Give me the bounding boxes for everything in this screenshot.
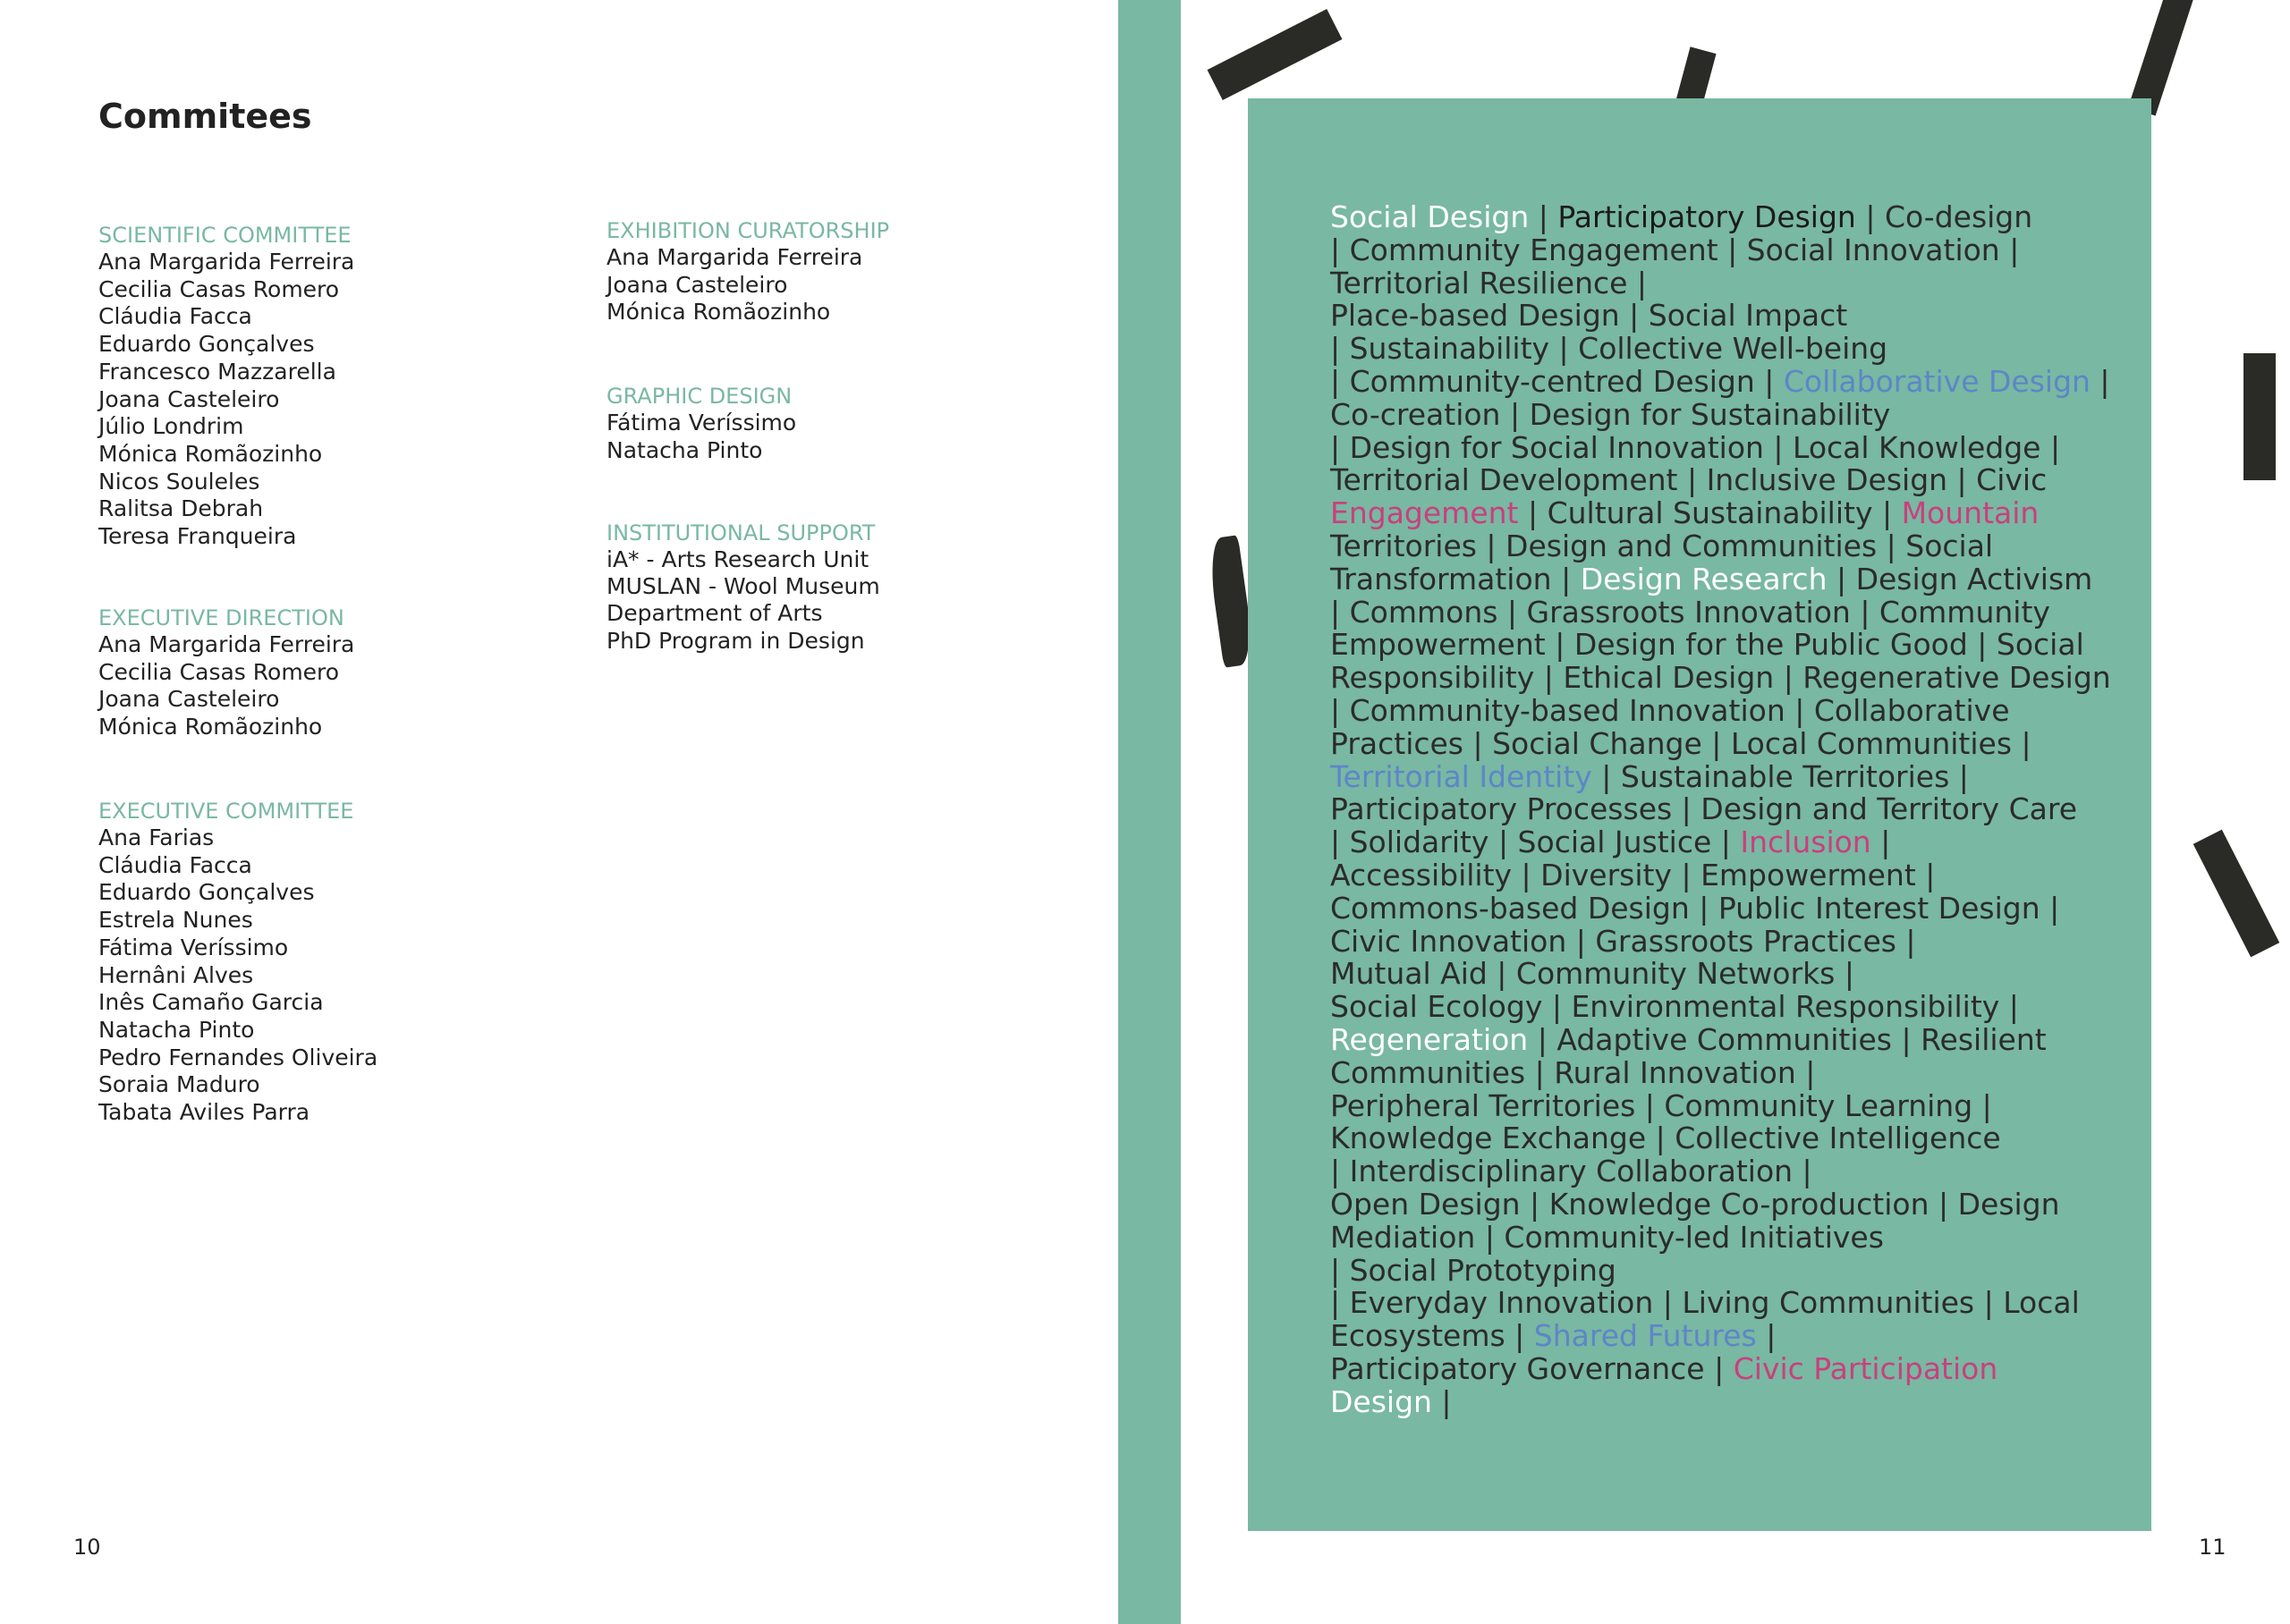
list-item: Department of Arts	[606, 600, 823, 627]
keyword-highlight: Shared Futures	[1533, 1318, 1757, 1354]
keyword-line	[1330, 464, 2108, 497]
keyword-text: | Cultural Sustainability |	[1518, 495, 1902, 531]
keyword-panel	[1248, 98, 2151, 1531]
keyword-text: | Community-centred Design |	[1330, 363, 1784, 399]
list-item: Fátima Veríssimo	[98, 934, 289, 960]
keyword-line	[1330, 725, 2108, 761]
section-heading: EXHIBITION CURATORSHIP	[606, 218, 890, 243]
list-item: iA* - Arts Research Unit	[606, 546, 869, 572]
keyword-text: Territorial Development | Inclusive Design | Civic	[1330, 462, 2048, 498]
keyword-highlight: Inclusion	[1740, 825, 1871, 860]
decorative-bar-shape	[1208, 9, 1343, 100]
keyword-highlight: Design	[1330, 1383, 1432, 1419]
keyword-text: | Commons | Grassroots Innovation | Community	[1330, 594, 2050, 630]
list-item: Eduardo Gonçalves	[98, 879, 315, 906]
keyword-line	[1330, 958, 2108, 991]
section-heading: GRAPHIC DESIGN	[606, 384, 793, 409]
graphic-design-section	[606, 383, 796, 464]
keyword-line	[1330, 1021, 2108, 1057]
keyword-line	[1330, 892, 2108, 926]
list-item: Joana Casteleiro	[98, 385, 280, 412]
keyword-line	[1330, 596, 2108, 630]
keyword-text: | Adaptive Communities | Resilient	[1528, 1021, 2047, 1057]
keyword-text: | Co-design	[1855, 199, 2033, 234]
list-item: Nicos Souleles	[98, 468, 260, 495]
list-item: Fátima Veríssimo	[606, 410, 797, 436]
exhibition-curatorship-section	[606, 217, 889, 326]
keyword-highlight: Collaborative Design	[1783, 363, 2091, 399]
keyword-line	[1330, 692, 2108, 728]
keyword-line	[1330, 1188, 2108, 1222]
keyword-text: Co-creation | Design for Sustainability	[1330, 396, 1891, 432]
name-list	[98, 631, 354, 741]
page-title: Commitees	[98, 97, 312, 136]
keyword-line	[1330, 333, 2108, 366]
page-number-left: 10	[73, 1535, 101, 1560]
keyword-line	[1330, 1287, 2108, 1320]
keyword-line	[1330, 530, 2108, 563]
keyword-highlight: Mountain	[1901, 495, 2040, 531]
keyword-line	[1330, 201, 2108, 234]
list-item: Mónica Romãozinho	[606, 299, 831, 326]
keyword-text: | Solidarity | Social Justice |	[1330, 825, 1741, 860]
keyword-text: Place-based Design | Social Impact	[1330, 298, 1848, 334]
keyword-line	[1330, 1383, 2108, 1419]
keyword-text: | Design Activism	[1827, 561, 2093, 596]
decorative-bar-shape	[2243, 353, 2276, 480]
keyword-text: |	[1529, 199, 1558, 234]
list-item: Ana Farias	[98, 825, 215, 850]
keyword-line	[1330, 1155, 2108, 1188]
keyword-text: Commons-based Design | Public Interest Design |	[1330, 890, 2060, 926]
keyword-highlight: Territorial Identity	[1330, 758, 1592, 794]
list-item: Natacha Pinto	[606, 436, 763, 463]
keyword-text: |	[1431, 1383, 1452, 1419]
name-list	[98, 249, 354, 551]
keyword-text: Communities | Rural Innovation |	[1330, 1054, 1816, 1090]
keyword-text: Social Ecology | Environmental Responsibility |	[1330, 989, 2019, 1025]
keyword-highlight: Engagement	[1330, 495, 1519, 531]
list-item: Ana Margarida Ferreira	[606, 244, 863, 270]
list-item: Mónica Romãozinho	[98, 714, 323, 740]
executive-direction-section	[98, 605, 354, 741]
keyword-line	[1330, 563, 2108, 596]
keyword-text: Civic Innovation | Grassroots Practices |	[1330, 923, 1916, 959]
keyword-text: Mutual Aid | Community Networks |	[1330, 956, 1854, 992]
keyword-line	[1330, 1219, 2108, 1255]
keyword-text: | Community Engagement | Social Innovation |	[1330, 232, 2020, 267]
list-item: Soraia Maduro	[98, 1071, 260, 1098]
name-list	[98, 825, 377, 1127]
keyword-line	[1330, 429, 2108, 465]
keyword-line	[1330, 793, 2108, 826]
keyword-text: | Sustainability | Collective Well-being	[1330, 331, 1888, 367]
keyword-text: | Design for Social Innovation | Local Knowledge |	[1330, 429, 2061, 465]
list-item: Ana Margarida Ferreira	[98, 249, 355, 275]
keyword-line	[1330, 923, 2108, 959]
keyword-cloud	[1330, 199, 2111, 1419]
list-item: Eduardo Gonçalves	[98, 331, 315, 358]
keyword-text: |	[1870, 825, 1891, 860]
keyword-text: | Everyday Innovation | Living Communities | Local	[1330, 1285, 2080, 1321]
keyword-text: | Community-based Innovation | Collaborative	[1330, 692, 2010, 728]
keyword-text: Responsibility | Ethical Design | Regenerative Design	[1330, 660, 2111, 696]
keyword-text: Practices | Social Change | Local Communities |	[1330, 725, 2031, 761]
keyword-line	[1330, 363, 2110, 399]
list-item: Júlio Londrim	[98, 413, 244, 440]
keyword-line	[1330, 1122, 2108, 1155]
list-item: Cláudia Facca	[98, 851, 252, 878]
keyword-line	[1330, 758, 2108, 794]
page-number-right: 11	[2199, 1535, 2226, 1560]
keyword-text: |	[2090, 363, 2110, 399]
keyword-text: Territories | Design and Communities | Social	[1330, 528, 1994, 563]
name-list	[606, 244, 889, 326]
keyword-line	[1330, 1350, 2108, 1386]
list-item: Pedro Fernandes Oliveira	[98, 1044, 378, 1070]
list-item: Joana Casteleiro	[98, 686, 280, 713]
keyword-text: Peripheral Territories | Community Learning |	[1330, 1087, 1992, 1123]
list-item: Ana Margarida Ferreira	[98, 631, 355, 657]
keyword-line	[1330, 1054, 2108, 1090]
list-item: Mónica Romãozinho	[98, 440, 323, 467]
keyword-text: Knowledge Exchange | Collective Intelligence	[1330, 1121, 2001, 1156]
keyword-line	[1330, 1252, 2108, 1288]
list-item: Tabata Aviles Parra	[98, 1099, 310, 1126]
section-heading: EXECUTIVE DIRECTION	[98, 605, 344, 630]
keyword-text: Transformation |	[1330, 561, 1581, 596]
name-list	[606, 410, 796, 464]
scientific-committee-section	[98, 222, 354, 551]
list-item: MUSLAN - Wool Museum	[606, 573, 880, 600]
keyword-text: |	[1756, 1318, 1777, 1354]
list-item: Cecilia Casas Romero	[98, 658, 340, 685]
keyword-line	[1330, 300, 2108, 333]
keyword-text: | Interdisciplinary Collaboration |	[1330, 1154, 1812, 1189]
keyword-line	[1330, 660, 2111, 696]
list-item: Cecilia Casas Romero	[98, 275, 340, 302]
list-item: PhD Program in Design	[606, 627, 865, 654]
name-list	[606, 546, 880, 655]
list-item: Natacha Pinto	[98, 1016, 255, 1043]
keyword-text: Empowerment | Design for the Public Good | Social	[1330, 627, 2084, 663]
spine-green-band	[1118, 0, 1181, 1624]
keyword-highlight: Social Design	[1330, 199, 1530, 234]
keyword-text: | Sustainable Territories |	[1591, 758, 1969, 794]
keyword-text: | Social Prototyping	[1330, 1252, 1616, 1288]
list-item: Francesco Mazzarella	[98, 358, 336, 385]
executive-committee-section	[98, 798, 377, 1127]
keyword-text: Territorial Resilience |	[1330, 265, 1648, 300]
keyword-line	[1330, 497, 2108, 530]
keyword-text: Participatory Processes | Design and Territory Care	[1330, 791, 2077, 827]
keyword-line	[1330, 1087, 2108, 1123]
decorative-bar-shape	[2193, 830, 2280, 958]
keyword-highlight: Design Research	[1580, 561, 1828, 596]
keyword-text: Accessibility | Diversity | Empowerment |	[1330, 857, 1936, 892]
keyword-line	[1330, 826, 2108, 859]
keyword-line	[1330, 267, 2108, 300]
list-item: Ralitsa Debrah	[98, 495, 264, 522]
institutional-support-section	[606, 520, 880, 655]
list-item: Joana Casteleiro	[606, 271, 788, 298]
keyword-text: Mediation | Community-led Initiatives	[1330, 1219, 1884, 1255]
list-item: Cláudia Facca	[98, 303, 252, 330]
section-heading: SCIENTIFIC COMMITTEE	[98, 223, 352, 248]
keyword-line	[1330, 629, 2108, 662]
keyword-text: Open Design | Knowledge Co-production | Design	[1330, 1186, 2060, 1222]
keyword-line	[1330, 234, 2108, 267]
keyword-highlight: Regeneration	[1330, 1021, 1529, 1057]
section-heading: EXECUTIVE COMMITTEE	[98, 799, 354, 824]
keyword-line	[1330, 396, 2108, 432]
keyword-text: Participatory Governance |	[1330, 1350, 1734, 1386]
list-item: Inês Camaño Garcia	[98, 989, 324, 1016]
section-heading: INSTITUTIONAL SUPPORT	[606, 520, 876, 546]
keyword-line	[1330, 1320, 2108, 1353]
keyword-highlight: Participatory Design	[1557, 199, 1856, 234]
keyword-text: Ecosystems |	[1330, 1318, 1534, 1354]
list-item: Estrela Nunes	[98, 907, 253, 934]
keyword-line	[1330, 991, 2108, 1024]
list-item: Teresa Franqueira	[98, 523, 297, 550]
keyword-highlight: Civic Participation	[1733, 1350, 1998, 1386]
list-item: Hernâni Alves	[98, 961, 254, 988]
keyword-line	[1330, 859, 2108, 892]
